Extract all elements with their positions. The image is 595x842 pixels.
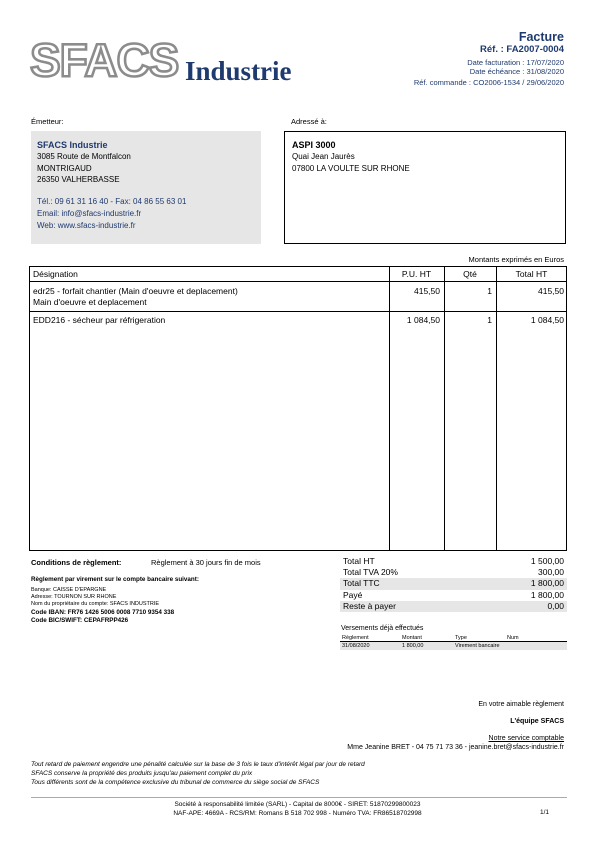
accounting-contact: Mme Jeanine BRET - 04 75 71 73 36 - jeanine.bret@sfacs-industrie.fr <box>347 744 564 751</box>
emitter-web: Web: www.sfacs-industrie.fr <box>37 220 136 230</box>
total-value: 1 800,00 <box>530 578 564 589</box>
currency-note: Montants exprimés en Euros <box>468 255 564 264</box>
total-row <box>340 601 567 612</box>
total-label: Total TTC <box>343 578 380 589</box>
emitter-address-1: 3085 Route de Montfalcon <box>37 152 131 161</box>
total-row <box>340 578 567 589</box>
company-logo <box>30 34 310 90</box>
emitter-address-2: MONTRIGAUD <box>37 163 92 173</box>
item-unit-price: 1 084,50 <box>406 315 440 325</box>
payment-terms-label: Conditions de règlement: <box>31 558 122 567</box>
total-row <box>340 567 567 578</box>
total-value: 0,00 <box>547 600 564 611</box>
items-table <box>29 266 567 551</box>
iban: Code IBAN: FR76 1426 5006 0008 7710 9354 338 <box>31 609 175 616</box>
accounting-service: Notre service comptable <box>488 735 564 742</box>
footer-legal-1: Société à responsabilité limitée (SARL) - Capital de 8000€ - SIRET: 51870299800023 <box>174 801 421 808</box>
column-separator <box>444 267 445 550</box>
item-total: 1 084,50 <box>530 315 564 325</box>
total-value: 1 800,00 <box>530 589 564 600</box>
total-row <box>340 556 567 567</box>
table-row <box>340 642 567 650</box>
logo-subtitle: Industrie <box>185 56 292 86</box>
invoice-reference: Réf. : FA2007-0004 <box>480 44 564 55</box>
column-header-total: Total HT <box>515 269 548 279</box>
column-separator <box>496 267 497 550</box>
emitter-phone: Tél.: 09 61 31 16 40 - Fax: 04 86 55 63 01 <box>37 196 187 206</box>
payment-col-date: Règlement <box>342 635 369 641</box>
row-separator <box>30 311 566 312</box>
recipient-name: ASPI 3000 <box>292 140 336 150</box>
column-separator <box>389 267 390 550</box>
emitter-email: Email: info@sfacs-industrie.fr <box>37 208 142 218</box>
closing-greeting: En votre aimable règlement <box>478 701 564 708</box>
item-designation: EDD216 - sécheur par réfrigeration <box>33 315 166 325</box>
payments-table <box>340 635 567 650</box>
total-label: Reste à payer <box>343 600 396 611</box>
order-reference: Réf. commande : CO2006-1534 / 29/06/2020 <box>413 78 564 87</box>
emitter-address-3: 26350 VALHERBASSE <box>37 175 120 184</box>
document-title: Facture <box>518 30 564 44</box>
jurisdiction-note: Tous différents sont de la compétence exclusive du tribunal de commerce du siège social de SFACS <box>31 779 320 786</box>
total-label: Total TVA 20% <box>343 567 398 578</box>
column-header-qty: Qté <box>463 269 477 279</box>
account-owner: Nom du propriétaire du compte: SFACS INDUSTRIE <box>31 601 160 607</box>
total-value: 300,00 <box>538 567 564 578</box>
closing-team: L'équipe SFACS <box>510 718 564 725</box>
bic-swift: Code BIC/SWIFT: CEPAFRPP426 <box>31 617 129 624</box>
ownership-note: SFACS conserve la propriété des produits jusqu'au paiement complet du prix <box>31 770 253 777</box>
item-designation: edr25 - forfait chantier (Main d'oeuvre et deplacement) Main d'oeuvre et deplacement <box>33 286 238 307</box>
item-total: 415,50 <box>538 286 564 296</box>
payments-header <box>340 635 567 642</box>
payments-title: Versements déjà effectués <box>341 625 424 632</box>
column-header-unit-price: P.U. HT <box>401 269 432 279</box>
payment-terms-value: Règlement à 30 jours fin de mois <box>151 558 261 567</box>
total-value: 1 500,00 <box>530 556 564 566</box>
total-label: Payé <box>343 589 363 600</box>
bank-name: Banque: CAISSE D'EPARGNE <box>31 587 107 593</box>
invoice-date: Date facturation : 17/07/2020 <box>467 58 564 67</box>
payment-col-type: Type <box>455 635 467 641</box>
footer-legal-2: NAF-APE: 4669A - RCS/RM: Romans B 518 702 998 - Numéro TVA: FR86518702998 <box>173 810 422 817</box>
recipient-block <box>284 131 566 244</box>
due-date: Date échéance : 31/08/2020 <box>469 67 564 76</box>
item-qty: 1 <box>487 315 492 325</box>
page-number: 1/1 <box>539 809 549 816</box>
item-unit-price: 415,50 <box>414 286 440 296</box>
column-header-designation: Désignation <box>33 269 78 279</box>
emitter-name: SFACS Industrie <box>37 140 108 150</box>
payment-date: 31/08/2020 <box>342 643 370 649</box>
recipient-address-1: Quai Jean Jaurès <box>292 152 355 161</box>
totals-block <box>340 556 567 612</box>
bank-transfer-title: Règlement par virement sur le compte bancaire suivant: <box>31 576 199 583</box>
footer-divider <box>31 797 567 798</box>
emitter-block <box>31 131 261 244</box>
logo-wordmark: SFACS <box>30 34 179 86</box>
payment-type: Virement bancaire <box>455 643 500 649</box>
total-label: Total HT <box>343 556 375 566</box>
item-qty: 1 <box>487 286 492 296</box>
bank-address: Adresse: TOURNON SUR RHONE <box>31 594 117 600</box>
payment-amount: 1 800,00 <box>402 643 424 649</box>
header-separator <box>30 281 566 282</box>
emitter-label: Émetteur: <box>31 117 64 126</box>
payment-col-num: Num <box>507 635 519 641</box>
recipient-label: Adressé à: <box>291 117 327 126</box>
penalty-note: Tout retard de paiement engendre une pénalité calculée sur la base de 3 fois le taux d'intérêt légal par jour de retard <box>31 761 365 768</box>
payment-col-amount: Montant <box>402 635 422 641</box>
total-row <box>340 590 567 601</box>
recipient-address-2: 07800 LA VOULTE SUR RHONE <box>292 163 410 173</box>
